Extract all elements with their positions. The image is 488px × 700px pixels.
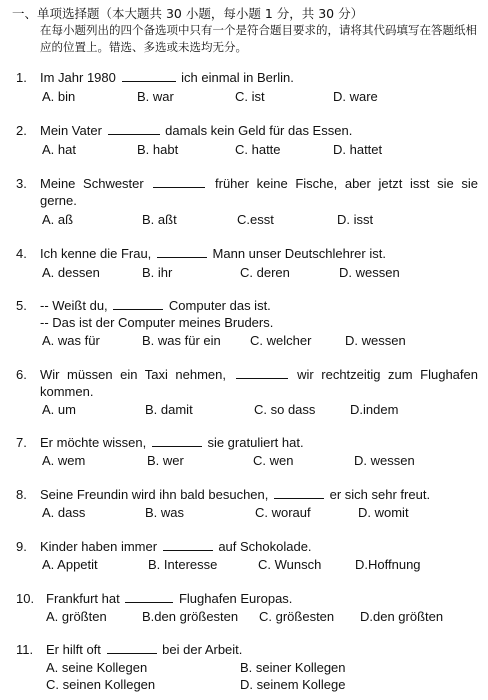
answer-blank <box>152 434 202 447</box>
option-a: A. dass <box>42 505 86 520</box>
question-number: 5. <box>16 298 27 313</box>
question-number: 4. <box>16 246 27 261</box>
option-a: A. seine Kollegen <box>46 660 148 675</box>
section-title: 一、单项选择题（本大题共 30 小题，每小题 1 分，共 30 分） <box>12 6 364 21</box>
option-b: B. was <box>145 505 185 520</box>
question-number: 7. <box>16 435 27 450</box>
option-c: C.esst <box>237 212 274 227</box>
instructions: 在每小题列出的四个备选项中只有一个是符合题目要求的，请将其代码填写在答题纸相应的位置上。错选、多选或未选均无分。 <box>40 23 477 54</box>
option-b: B. ihr <box>142 265 173 280</box>
option-a: A. größten <box>46 609 107 624</box>
question-number: 10. <box>16 591 35 606</box>
question-number: 3. <box>16 176 27 191</box>
option-c: C. so dass <box>254 402 316 417</box>
answer-blank <box>274 486 324 499</box>
option-d: D. isst <box>337 212 374 227</box>
option-c: C. deren <box>240 265 290 280</box>
option-b: B. war <box>137 89 174 104</box>
question-number: 9. <box>16 539 27 554</box>
question-stem: Meine Schwester früher keine Fische, aber jetzt isst sie sie gerne. <box>40 176 478 208</box>
option-c: C. welcher <box>250 333 312 348</box>
option-b: B. damit <box>145 402 193 417</box>
option-d: D. wessen <box>339 265 400 280</box>
option-a: A. was für <box>42 333 100 348</box>
option-b: B.den größesten <box>142 609 239 624</box>
option-c: C. ist <box>235 89 265 104</box>
option-c: C. wen <box>253 453 294 468</box>
option-c: C. Wunsch <box>258 557 322 572</box>
option-b: B. was für ein <box>142 333 221 348</box>
question-stem: Kinder haben immer auf Schokolade. <box>40 539 312 554</box>
question-stem: -- Weißt du, Computer das ist. <box>40 298 271 313</box>
option-b: B. seiner Kollegen <box>240 660 346 675</box>
answer-blank <box>157 245 207 258</box>
question-stem: Im Jahr 1980 ich einmal in Berlin. <box>40 70 294 85</box>
question-number: 8. <box>16 487 27 502</box>
option-d: D. womit <box>358 505 409 520</box>
option-c: C. seinen Kollegen <box>46 677 156 692</box>
question-number: 6. <box>16 367 27 382</box>
answer-blank <box>108 122 160 135</box>
option-d: D.indem <box>350 402 399 417</box>
question-stem: Er hilft oft bei der Arbeit. <box>46 642 243 657</box>
answer-blank <box>153 175 205 188</box>
option-a: A. hat <box>42 142 76 157</box>
option-a: A. dessen <box>42 265 100 280</box>
answer-blank <box>122 69 176 82</box>
option-c: C. größesten <box>259 609 335 624</box>
answer-blank <box>163 538 213 551</box>
option-d: D. seinem Kollege <box>240 677 346 692</box>
option-d: D. ware <box>333 89 378 104</box>
question-stem: Seine Freundin wird ihn bald besuchen, er sich sehr freut. <box>40 487 431 502</box>
question-stem-line-2: -- Das ist der Computer meines Bruders. <box>40 315 274 330</box>
option-a: A. Appetit <box>42 557 98 572</box>
question-stem: Frankfurt hat Flughafen Europas. <box>46 591 293 606</box>
option-a: A. aß <box>42 212 74 227</box>
option-c: C. worauf <box>255 505 311 520</box>
answer-blank <box>113 297 163 310</box>
question-stem: Ich kenne die Frau, Mann unser Deutschlehrer ist. <box>40 246 386 261</box>
question-number: 2. <box>16 123 27 138</box>
option-a: A. um <box>42 402 76 417</box>
option-c: C. hatte <box>235 142 281 157</box>
option-b: B. habt <box>137 142 179 157</box>
question-stem: Er möchte wissen, sie gratuliert hat. <box>40 435 304 450</box>
option-d: D.Hoffnung <box>355 557 421 572</box>
question-stem: Mein Vater damals kein Geld für das Essen. <box>40 123 353 138</box>
question-stem: Wir müssen ein Taxi nehmen, wir rechtzeitig zum Flughafen kommen. <box>40 367 478 399</box>
answer-blank <box>236 366 288 379</box>
option-b: B. aßt <box>142 212 177 227</box>
option-d: D.den größten <box>360 609 444 624</box>
question-number: 1. <box>16 70 27 85</box>
question-number: 11. <box>16 642 34 657</box>
option-a: A. bin <box>42 89 76 104</box>
answer-blank <box>125 590 173 603</box>
option-d: D. hattet <box>333 142 383 157</box>
option-d: D. wessen <box>345 333 406 348</box>
answer-blank <box>107 641 157 654</box>
option-b: B. Interesse <box>148 557 218 572</box>
option-d: D. wessen <box>354 453 415 468</box>
option-a: A. wem <box>42 453 86 468</box>
option-b: B. wer <box>147 453 184 468</box>
